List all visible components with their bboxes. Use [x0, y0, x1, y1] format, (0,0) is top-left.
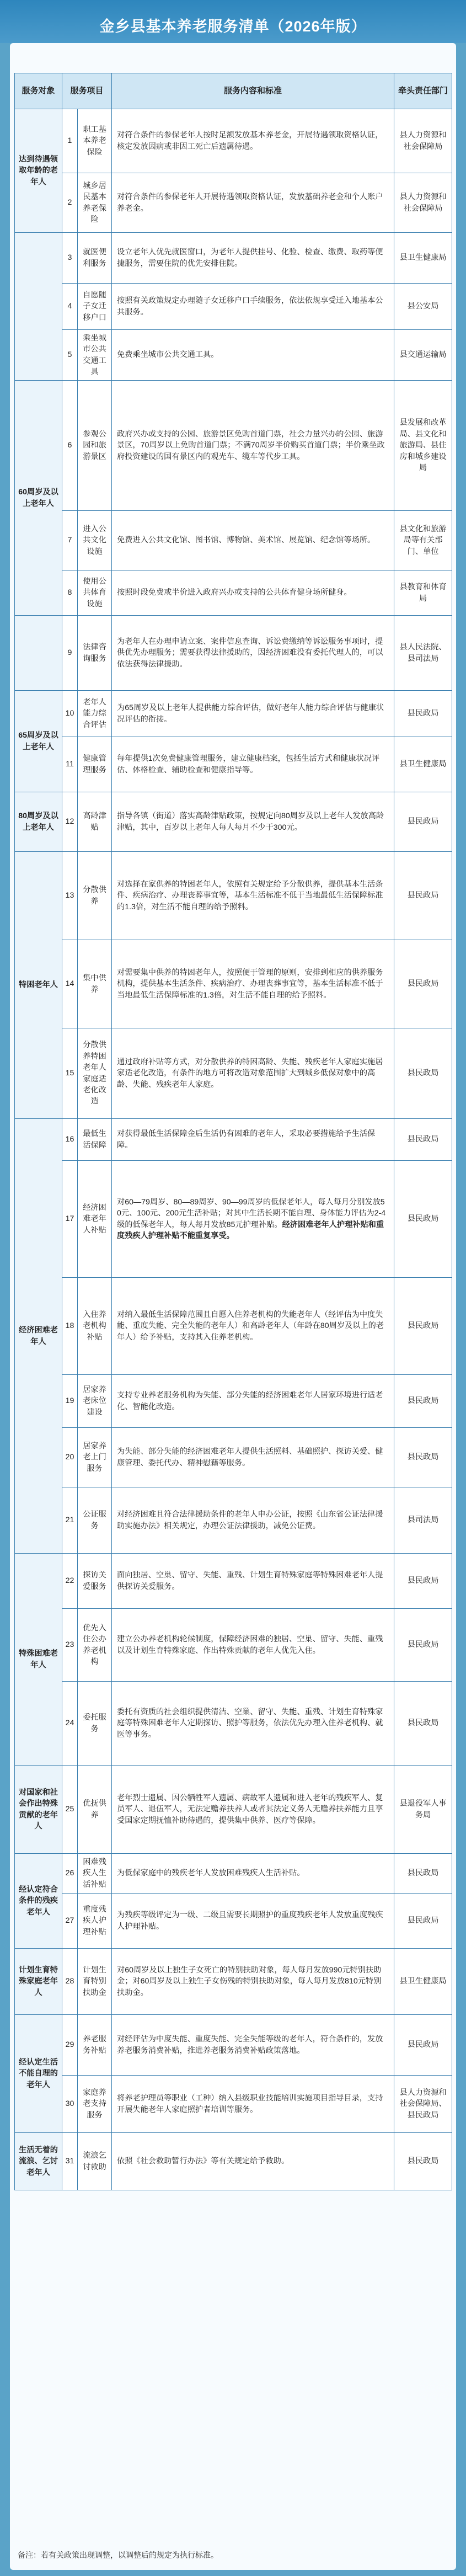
table-row — [15, 1554, 452, 1609]
service-description: 对获得最低生活保障金后生活仍有困难的老年人，采取必要措施给予生活保障。 — [112, 1119, 394, 1161]
page-title: 金乡县基本养老服务清单（2026年版） — [99, 18, 367, 35]
table-row — [15, 1766, 452, 1854]
target-group-cell: 生活无着的流浪、乞讨老年人 — [15, 2133, 62, 2190]
row-number: 13 — [62, 852, 78, 940]
service-name: 重度残疾人护理补贴 — [78, 1894, 112, 1949]
row-number: 17 — [62, 1161, 78, 1278]
service-description: 为65周岁及以上老年人提供能力综合评估，做好老年人能力综合评估与健康状况评估的衔接。 — [112, 691, 394, 737]
service-description: 对经评估为中度失能、重度失能、完全失能等级的老年人，符合条件的，发放养老服务消费补贴，推进养老服务消费补贴政策落地。 — [112, 2015, 394, 2076]
target-group-cell: 对国家和社会作出特殊贡献的老年人 — [15, 1766, 62, 1854]
table-row — [15, 616, 452, 691]
table-row — [15, 330, 452, 381]
target-group-cell: 80周岁及以上老年人 — [15, 792, 62, 852]
service-description: 对60周岁及以上独生子女死亡的特别扶助对象，每人每月发放990元特别扶助金；对60周岁及以上独生子女伤残的特别扶助对象，每人每月发放810元特别扶助金。 — [112, 1949, 394, 2015]
service-description: 面向独居、空巢、留守、失能、重残、计划生育特殊家庭等特殊困难老年人提供探访关爱服务。 — [112, 1554, 394, 1609]
service-name: 乘坐城市公共交通工具 — [78, 330, 112, 381]
table-row — [15, 1487, 452, 1554]
responsible-department: 县民政局 — [394, 792, 452, 852]
responsible-department: 县民政局 — [394, 1554, 452, 1609]
table-row — [15, 109, 452, 173]
responsible-department: 县卫生健康局 — [394, 1949, 452, 2015]
row-number: 6 — [62, 381, 78, 511]
service-name: 自愿随子女迁移户口 — [78, 284, 112, 330]
service-name: 分散供养特困老年人家庭适老化改造 — [78, 1028, 112, 1119]
service-name: 委托服务 — [78, 1682, 112, 1766]
target-group-cell — [15, 233, 62, 381]
table-row — [15, 792, 452, 852]
responsible-department: 县民政局 — [394, 691, 452, 737]
service-description: 指导各镇（街道）落实高龄津贴政策，按规定向80周岁及以上老年人发放高龄津贴，其中，百岁以上老年人每人每月不少于300元。 — [112, 792, 394, 852]
target-group-cell: 特困老年人 — [15, 852, 62, 1119]
table-row — [15, 1682, 452, 1766]
header-content: 服务内容和标准 — [112, 73, 394, 109]
table-row — [15, 381, 452, 511]
row-number: 10 — [62, 691, 78, 737]
responsible-department: 县人力资源和社会保障局、县民政局 — [394, 2076, 452, 2133]
service-name: 优先入住公办养老机构 — [78, 1609, 112, 1682]
table-row — [15, 691, 452, 737]
service-name: 分散供养 — [78, 852, 112, 940]
responsible-department: 县民政局 — [394, 2015, 452, 2076]
service-name: 集中供养 — [78, 940, 112, 1028]
row-number: 14 — [62, 940, 78, 1028]
service-name: 优抚供养 — [78, 1766, 112, 1854]
table-body — [15, 109, 452, 2190]
responsible-department: 县人力资源和社会保障局 — [394, 109, 452, 173]
table-row — [15, 511, 452, 570]
table-row — [15, 233, 452, 284]
service-description: 对符合条件的参保老年人按时足额发放基本养老金，开展待遇领取资格认证，核定发放因病或非因工死亡后遗属待遇。 — [112, 109, 394, 173]
service-description: 每年提供1次免费健康管理服务，建立健康档案，包括生活方式和健康状况评估、体格检查、辅助检查和健康指导等。 — [112, 737, 394, 792]
row-number: 24 — [62, 1682, 78, 1766]
table-row — [15, 1609, 452, 1682]
responsible-department: 县民政局 — [394, 1428, 452, 1487]
service-description: 对纳入最低生活保障范围且自愿入住养老机构的失能老年人（经评估为中度失能、重度失能、完全失能的老年人）和高龄老年人（年龄在80周岁及以上的老年人）给予补贴，支持其入住养老机构。 — [112, 1278, 394, 1375]
service-name: 进入公共文化设施 — [78, 511, 112, 570]
row-number: 12 — [62, 792, 78, 852]
service-description: 建立公办养老机构轮候制度，保障经济困难的独居、空巢、留守、失能、重残以及计划生育特殊家庭、作出特殊贡献的老年人优先入住。 — [112, 1609, 394, 1682]
responsible-department: 县民政局 — [394, 1375, 452, 1428]
table-row — [15, 1949, 452, 2015]
service-description: 对需要集中供养的特困老年人，按照便于管理的原则，安排到相应的供养服务机构，提供基本生活条件、疾病治疗、办理丧葬事宜等，基本生活标准不低于当地最低生活保障标准的1.3倍，对生活不能自理的给予照料。 — [112, 940, 394, 1028]
service-name: 城乡居民基本养老保险 — [78, 173, 112, 233]
responsible-department: 县民政局 — [394, 1854, 452, 1894]
service-name: 最低生活保障 — [78, 1119, 112, 1161]
service-description: 对经济困难且符合法律援助条件的老年人申办公证，按照《山东省公证法律援助实施办法》相关规定，办理公证法律援助，减免公证费。 — [112, 1487, 394, 1554]
service-name: 困难残疾人生活补贴 — [78, 1854, 112, 1894]
table-row — [15, 1854, 452, 1894]
service-description: 按照时段免费或半价进入政府兴办或支持的公共体育健身场所健身。 — [112, 570, 394, 616]
target-group-cell: 经认定符合条件的残疾老年人 — [15, 1854, 62, 1949]
service-name: 职工基本养老保险 — [78, 109, 112, 173]
target-group-cell: 60周岁及以上老年人 — [15, 381, 62, 616]
table-row — [15, 1375, 452, 1428]
responsible-department: 县交通运输局 — [394, 330, 452, 381]
table-row — [15, 284, 452, 330]
table-row — [15, 1428, 452, 1487]
responsible-department: 县司法局 — [394, 1487, 452, 1554]
target-group-cell: 65周岁及以上老年人 — [15, 691, 62, 792]
responsible-department: 县民政局 — [394, 1682, 452, 1766]
service-description: 为失能、部分失能的经济困难老年人提供生活照料、基础照护、探访关爱、健康管理、委托代办、精神慰藉等服务。 — [112, 1428, 394, 1487]
table-header-row — [15, 73, 452, 109]
service-description: 为残疾等级评定为一级、二级且需要长期照护的重度残疾老年人发放重度残疾人护理补贴。 — [112, 1894, 394, 1949]
service-name: 健康管理服务 — [78, 737, 112, 792]
service-name: 高龄津贴 — [78, 792, 112, 852]
table-row — [15, 2076, 452, 2133]
service-description: 对60—79周岁、80—89周岁、90—99周岁的低保老年人，每人每月分别发放50元、100元、200元生活补贴；对其中生活长期不能自理、身体能力评估为2-4级的低保老年人，每人每月发放85元护理补贴。经济困难老年人护理补贴和重度残疾人护理补贴不能重复享受。 — [112, 1161, 394, 1278]
row-number: 20 — [62, 1428, 78, 1487]
target-group-cell: 经认定生活不能自理的老年人 — [15, 2015, 62, 2133]
target-group-cell: 计划生育特殊家庭老年人 — [15, 1949, 62, 2015]
responsible-department: 县文化和旅游局等有关部门、单位 — [394, 511, 452, 570]
row-number: 7 — [62, 511, 78, 570]
service-name: 入住养老机构补贴 — [78, 1278, 112, 1375]
service-name: 老年人能力综合评估 — [78, 691, 112, 737]
service-name: 就医便利服务 — [78, 233, 112, 284]
table-row — [15, 737, 452, 792]
service-name: 法律咨询服务 — [78, 616, 112, 691]
service-description: 对符合条件的参保老年人开展待遇领取资格认证，发放基础养老金和个人账户养老金。 — [112, 173, 394, 233]
row-number: 25 — [62, 1766, 78, 1854]
service-table — [14, 73, 452, 2190]
responsible-department: 县民政局 — [394, 2133, 452, 2190]
service-name: 养老服务补贴 — [78, 2015, 112, 2076]
service-name: 居家养老床位建设 — [78, 1375, 112, 1428]
row-number: 30 — [62, 2076, 78, 2133]
service-name: 公证服务 — [78, 1487, 112, 1554]
responsible-department: 县民政局 — [394, 1119, 452, 1161]
service-name: 探访关爱服务 — [78, 1554, 112, 1609]
row-number: 21 — [62, 1487, 78, 1554]
table-row — [15, 570, 452, 616]
service-description: 将养老护理员等职业（工种）纳入县级职业技能培训实施项目指导目录，支持开展失能老年人家庭照护者培训等服务。 — [112, 2076, 394, 2133]
service-name: 经济困难老年人补贴 — [78, 1161, 112, 1278]
table-row — [15, 2015, 452, 2076]
target-group-cell: 特殊困难老年人 — [15, 1554, 62, 1766]
row-number: 31 — [62, 2133, 78, 2190]
row-number: 23 — [62, 1609, 78, 1682]
row-number: 22 — [62, 1554, 78, 1609]
service-description: 免费乘坐城市公共交通工具。 — [112, 330, 394, 381]
service-description: 为低保家庭中的残疾老年人发放困难残疾人生活补贴。 — [112, 1854, 394, 1894]
row-number: 4 — [62, 284, 78, 330]
responsible-department: 县退役军人事务局 — [394, 1766, 452, 1854]
responsible-department: 县卫生健康局 — [394, 737, 452, 792]
row-number: 26 — [62, 1854, 78, 1894]
row-number: 29 — [62, 2015, 78, 2076]
responsible-department: 县民政局 — [394, 1609, 452, 1682]
row-number: 5 — [62, 330, 78, 381]
responsible-department: 县民政局 — [394, 852, 452, 940]
row-number: 3 — [62, 233, 78, 284]
service-name: 家庭养老支持服务 — [78, 2076, 112, 2133]
responsible-department: 县公安局 — [394, 284, 452, 330]
row-number: 8 — [62, 570, 78, 616]
responsible-department: 县民政局 — [394, 940, 452, 1028]
service-name: 计划生育特别扶助金 — [78, 1949, 112, 2015]
table-row — [15, 1278, 452, 1375]
service-name: 参观公园和旅游景区 — [78, 381, 112, 511]
row-number: 16 — [62, 1119, 78, 1161]
responsible-department: 县教育和体育局 — [394, 570, 452, 616]
responsible-department: 县卫生健康局 — [394, 233, 452, 284]
service-name: 使用公共体育设施 — [78, 570, 112, 616]
footnote: 备注：若有关政策出现调整，以调整后的规定为执行标准。 — [18, 2551, 218, 2559]
service-description: 免费进入公共文化馆、图书馆、博物馆、美术馆、展览馆、纪念馆等场所。 — [112, 511, 394, 570]
service-description: 按照有关政策规定办理随子女迁移户口手续服务，依法依规享受迁入地基本公共服务。 — [112, 284, 394, 330]
responsible-department: 县人力资源和社会保障局 — [394, 173, 452, 233]
row-number: 11 — [62, 737, 78, 792]
responsible-department: 县民政局 — [394, 1894, 452, 1949]
table-row — [15, 2133, 452, 2190]
service-description: 政府兴办或支持的公园、旅游景区免购首道门票，社会力量兴办的公园、旅游景区，70周岁以上免购首道门票；不满70周岁半价购买首道门票；半价乘坐政府投资建设的国有景区内的观光车、缆车等代步工具。 — [112, 381, 394, 511]
service-description: 依照《社会救助暂行办法》等有关规定给予救助。 — [112, 2133, 394, 2190]
service-description: 为老年人在办理申请立案、案件信息查询、诉讼费缴纳等诉讼服务事项时，提供优先办理服务；需要获得法律援助的，因经济困难没有委托代理人的，可以依法获得法律援助。 — [112, 616, 394, 691]
table-row — [15, 173, 452, 233]
table-row — [15, 1894, 452, 1949]
service-description: 支持专业养老服务机构为失能、部分失能的经济困难老年人居家环境进行适老化、智能化改造。 — [112, 1375, 394, 1428]
table-row — [15, 1119, 452, 1161]
row-number: 9 — [62, 616, 78, 691]
emphasis-note: 经济困难老年人护理补贴和重度残疾人护理补贴不能重复享受。 — [117, 1220, 384, 1240]
row-number: 18 — [62, 1278, 78, 1375]
responsible-department: 县人民法院、县司法局 — [394, 616, 452, 691]
service-description: 设立老年人优先就医窗口，为老年人提供挂号、化验、检查、缴费、取药等便捷服务，需要住院的优先安排住院。 — [112, 233, 394, 284]
header-project: 服务项目 — [62, 73, 112, 109]
responsible-department: 县民政局 — [394, 1028, 452, 1119]
target-group-cell: 达到待遇领取年龄的老年人 — [15, 109, 62, 233]
table-row — [15, 1028, 452, 1119]
service-name: 流浪乞讨救助 — [78, 2133, 112, 2190]
responsible-department: 县发展和改革局、县文化和旅游局、县住房和城乡建设局 — [394, 381, 452, 511]
header-target: 服务对象 — [15, 73, 62, 109]
service-description: 委托有资质的社会组织提供清洁、空巢、留守、失能、重残、计划生育特殊家庭等特殊困难老年人定期探访、照护等服务，依法优先办理入住养老机构、就医等事务。 — [112, 1682, 394, 1766]
responsible-department: 县民政局 — [394, 1278, 452, 1375]
row-number: 28 — [62, 1949, 78, 2015]
table-row — [15, 852, 452, 940]
row-number: 27 — [62, 1894, 78, 1949]
responsible-department: 县民政局 — [394, 1161, 452, 1278]
service-description: 老年烈士遗属、因公牺牲军人遗属、病故军人遗属和进入老年的残疾军人、复员军人、退伍军人，无法定赡养扶养人或者其法定义务人无赡养扶养能力且享受国家定期抚恤补助待遇的，提供集中供养、医疗等保障。 — [112, 1766, 394, 1854]
service-description: 对选择在家供养的特困老年人，依照有关规定给予分散供养，提供基本生活条件、疾病治疗、办理丧葬事宜等，基本生活标准不低于当地最低生活保障标准的1.3倍，对生活不能自理的给予照料。 — [112, 852, 394, 940]
header-dept: 牵头责任部门 — [394, 73, 452, 109]
header-banner — [0, 0, 466, 43]
service-name: 居家养老上门服务 — [78, 1428, 112, 1487]
row-number: 15 — [62, 1028, 78, 1119]
row-number: 19 — [62, 1375, 78, 1428]
target-group-cell — [15, 616, 62, 691]
table-row — [15, 1161, 452, 1278]
table-row — [15, 940, 452, 1028]
target-group-cell: 经济困难老年人 — [15, 1119, 62, 1554]
row-number: 1 — [62, 109, 78, 173]
row-number: 2 — [62, 173, 78, 233]
service-description: 通过政府补贴等方式，对分散供养的特困高龄、失能、残疾老年人家庭实施居家适老化改造，有条件的地方可将改造对象范围扩大到城乡低保对象中的高龄、失能、残疾老年人家庭。 — [112, 1028, 394, 1119]
